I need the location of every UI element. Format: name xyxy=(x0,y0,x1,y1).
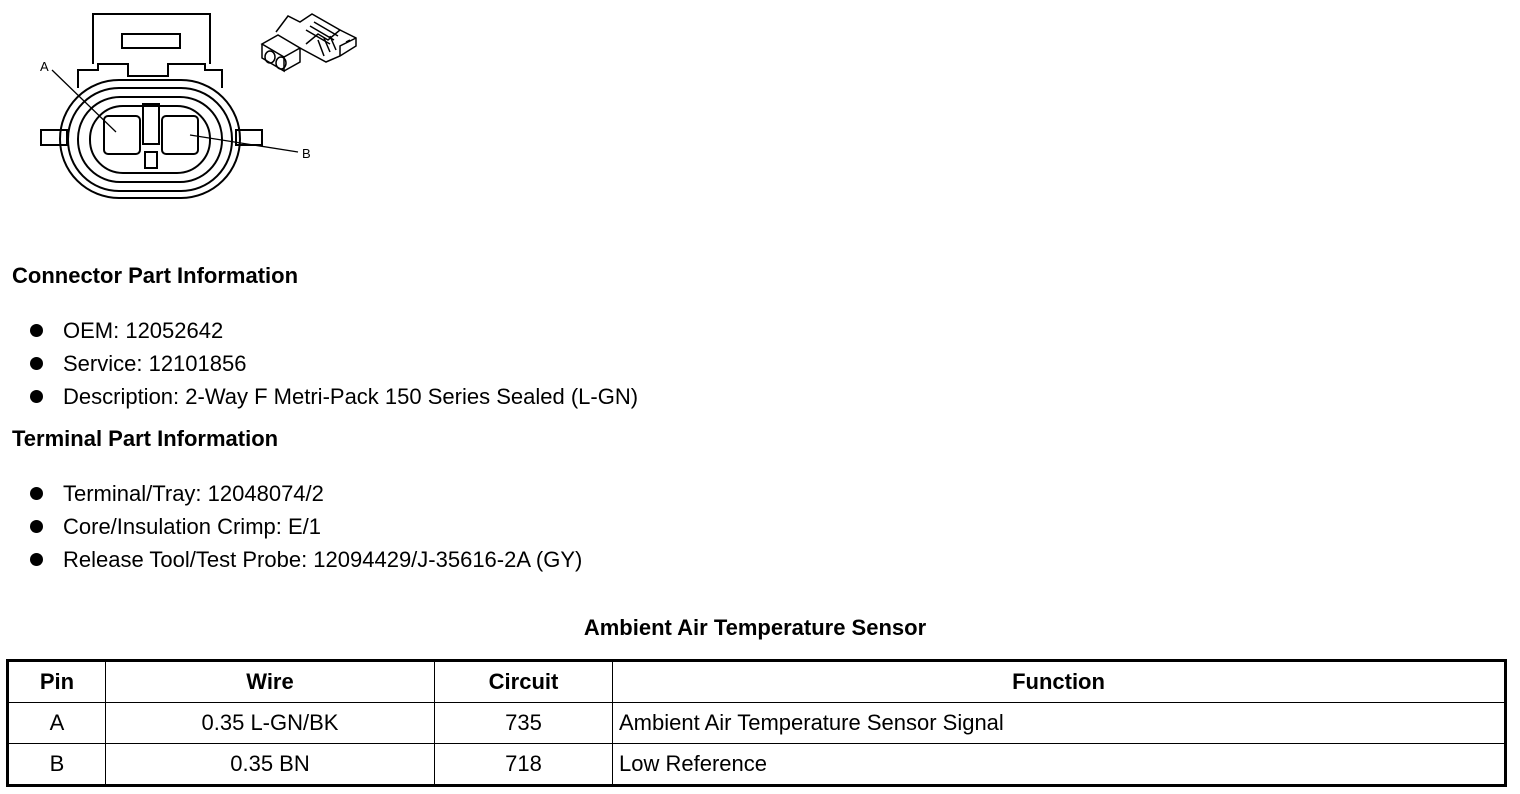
cell-wire: 0.35 L-GN/BK xyxy=(106,703,435,744)
bullet-icon xyxy=(30,553,43,566)
cell-function: Low Reference xyxy=(613,744,1506,786)
pin-b-leader-line xyxy=(190,135,298,152)
list-item xyxy=(28,347,638,380)
connector-part-info-heading: Connector Part Information xyxy=(12,263,299,288)
cell-circuit: 735 xyxy=(435,703,613,744)
pin-table xyxy=(6,659,1507,787)
header-circuit: Circuit xyxy=(435,661,613,703)
cell-wire: 0.35 BN xyxy=(106,744,435,786)
header-pin: Pin xyxy=(8,661,106,703)
list-item xyxy=(28,510,582,543)
table-row xyxy=(8,703,1506,744)
header-function: Function xyxy=(613,661,1506,703)
cell-function: Ambient Air Temperature Sensor Signal xyxy=(613,703,1506,744)
connector-face-drawing xyxy=(0,0,380,230)
cell-pin: B xyxy=(8,744,106,786)
list-item xyxy=(28,543,582,576)
table-row xyxy=(8,744,1506,786)
cell-pin: A xyxy=(8,703,106,744)
bullet-icon xyxy=(30,357,43,370)
pin-a-label: A xyxy=(40,59,49,74)
connector-diagram xyxy=(0,0,380,230)
terminal-part-info-heading: Terminal Part Information xyxy=(12,426,279,451)
header-wire: Wire xyxy=(106,661,435,703)
table-header-row xyxy=(8,661,1506,703)
list-item-text: Terminal/Tray: 12048074/2 xyxy=(63,481,324,506)
list-item xyxy=(28,314,638,347)
table-title: Ambient Air Temperature Sensor xyxy=(583,615,927,640)
bullet-icon xyxy=(30,324,43,337)
cell-circuit: 718 xyxy=(435,744,613,786)
bullet-icon xyxy=(30,520,43,533)
terminal-part-info-list xyxy=(28,477,582,576)
connector-part-info-list xyxy=(28,314,638,413)
list-item-text: Release Tool/Test Probe: 12094429/J-35616-2A (GY) xyxy=(63,547,583,572)
connector-thumbnail xyxy=(262,14,356,71)
bullet-icon xyxy=(30,390,43,403)
bullet-icon xyxy=(30,487,43,500)
list-item xyxy=(28,477,582,510)
list-item-text: Description: 2-Way F Metri-Pack 150 Series Sealed (L-GN) xyxy=(63,384,639,409)
list-item xyxy=(28,380,638,413)
list-item-text: OEM: 12052642 xyxy=(63,318,224,343)
pin-b-label: B xyxy=(302,146,311,161)
list-item-text: Core/Insulation Crimp: E/1 xyxy=(63,514,321,539)
list-item-text: Service: 12101856 xyxy=(63,351,247,376)
